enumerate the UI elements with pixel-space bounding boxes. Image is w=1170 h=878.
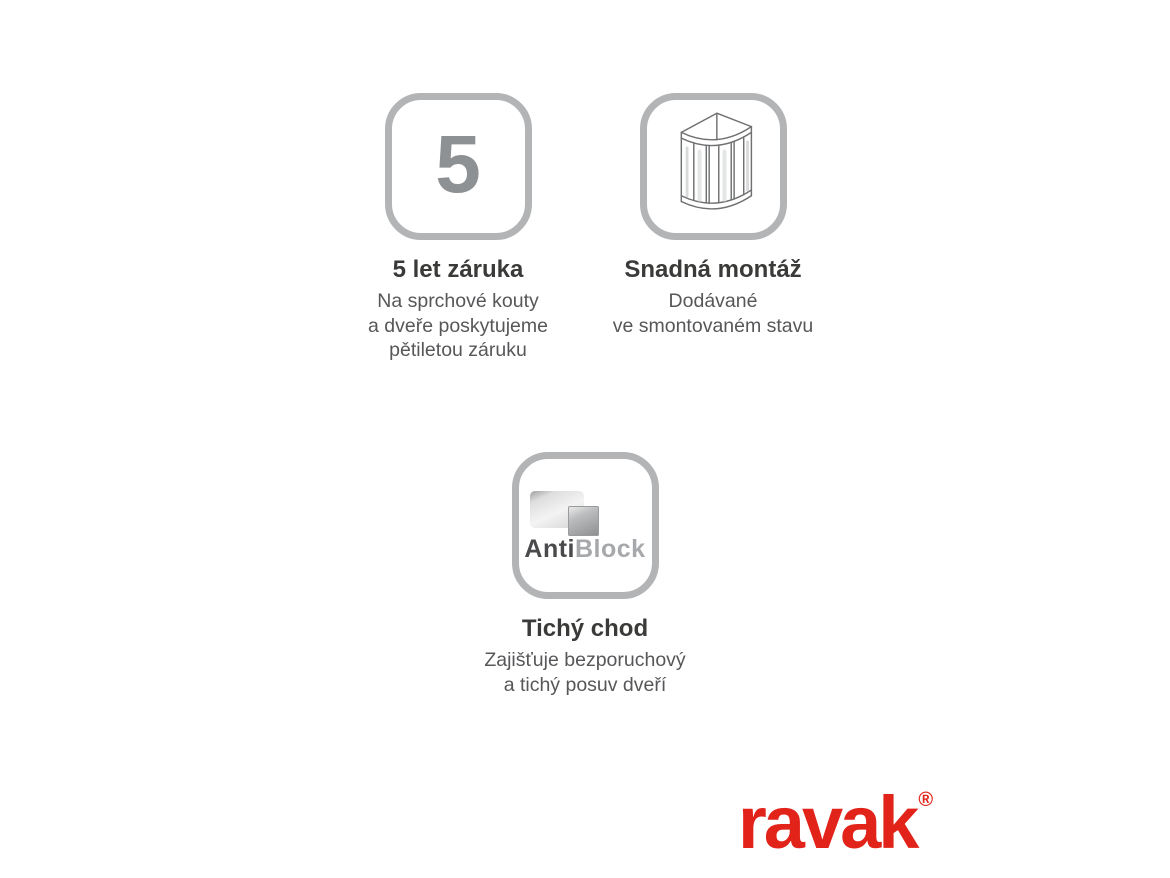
antiblock-squares-graphic — [530, 491, 630, 541]
feature-desc-line: Dodávané — [668, 290, 758, 313]
antiblock-label — [519, 535, 652, 564]
warranty-5-years-icon — [385, 93, 532, 240]
feature-desc-line: Zajišťuje bezporuchový — [484, 649, 686, 672]
shower-enclosure-drawing — [665, 105, 761, 227]
feature-desc-line: a tichý posuv dveří — [503, 673, 667, 696]
feature-quiet-operation — [435, 452, 735, 697]
shower-enclosure-icon — [640, 93, 787, 240]
feature-desc-line: Na sprchové kouty — [377, 290, 539, 313]
feature-easy-assembly — [573, 93, 853, 338]
feature-title-warranty: 5 let záruka — [392, 256, 524, 283]
feature-desc-line: pětiletou záruku — [389, 339, 527, 362]
antiblock-icon — [512, 452, 659, 599]
antiblock-label-block: Block — [575, 535, 646, 563]
feature-title-easy-assembly: Snadná montáž — [624, 256, 802, 283]
ravak-logo-text: ravak — [738, 781, 917, 864]
number-5-glyph: 5 — [435, 118, 481, 210]
antiblock-label-anti: Anti — [524, 535, 575, 563]
feature-desc-line: ve smontovaném stavu — [612, 314, 814, 337]
registered-trademark-icon: ® — [918, 789, 934, 811]
feature-title-quiet-operation: Tichý chod — [521, 615, 649, 642]
feature-warranty — [318, 93, 598, 363]
feature-desc-line: a dveře poskytujeme — [368, 314, 548, 337]
ravak-logo — [738, 781, 998, 864]
antiblock-dark-square — [568, 506, 599, 536]
